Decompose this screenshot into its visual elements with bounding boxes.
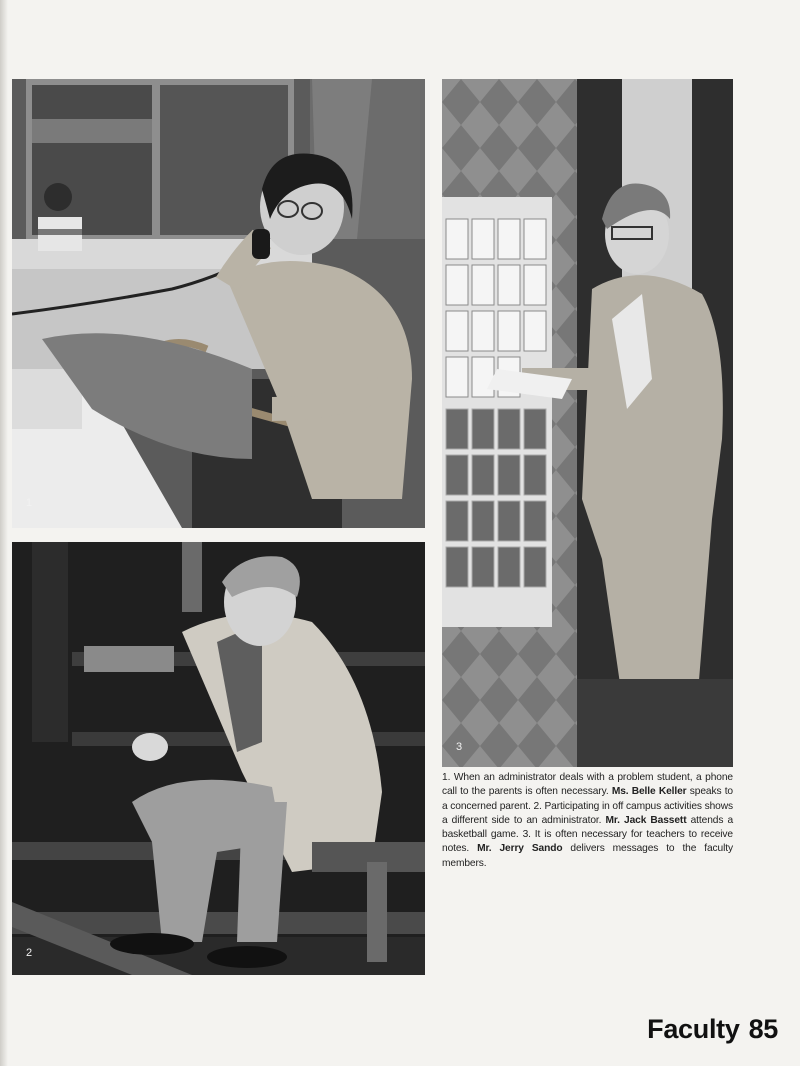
caption-text-2: speaks to a concerned parent. 2. Participating in off campus activities shows a different side to an administrator. — [442, 786, 733, 826]
photo-1-number: 1 — [26, 497, 33, 509]
photo-3-image — [442, 79, 733, 767]
caption-text-4: delivers messages to the faculty members. — [442, 843, 733, 869]
caption-name-jerry-sando: Mr. Jerry Sando — [477, 843, 563, 855]
photo-2-image — [12, 542, 425, 975]
photo-1-image — [12, 79, 425, 528]
photo-jack-bassett — [12, 542, 425, 975]
caption-text-3: attends a basketball game. 3. It is often necessary for teachers to receive notes. — [442, 814, 734, 855]
section-title: Faculty — [647, 1014, 740, 1044]
photo-jerry-sando — [442, 79, 733, 767]
photo-3-number: 3 — [456, 741, 463, 753]
caption-name-jack-bassett: Mr. Jack Bassett — [605, 814, 687, 826]
page-footer — [647, 1014, 778, 1045]
page-binding-edge — [0, 0, 8, 1066]
caption-name-belle-keller: Ms. Belle Keller — [611, 786, 687, 798]
photo-caption — [442, 771, 733, 871]
page-number: 85 — [748, 1014, 778, 1044]
caption-text-1: 1. When an administrator deals with a problem student, a phone call to the parents is often necessary. — [442, 772, 733, 798]
photo-belle-keller — [12, 79, 425, 528]
photo-2-number: 2 — [26, 947, 33, 959]
